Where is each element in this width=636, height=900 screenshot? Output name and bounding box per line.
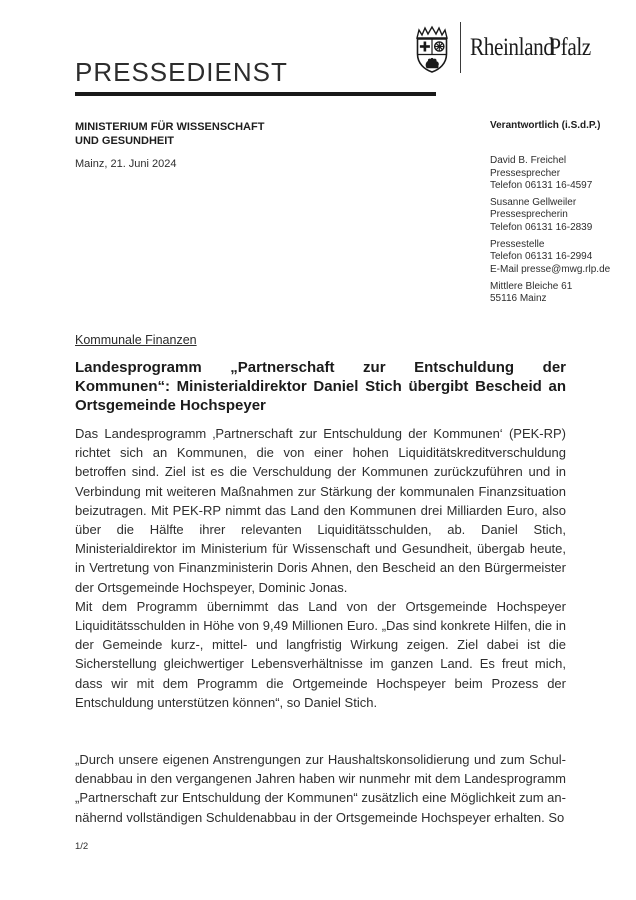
ministry-name-line1: MINISTERIUM FÜR WISSENSCHAFT <box>75 121 265 133</box>
address-city: 55116 Mainz <box>490 293 547 305</box>
contact-group-spokesman <box>490 155 630 192</box>
article-paragraph-3: „Durch unsere eigenen Anstrengungen zur Haushaltskonsolidierung und zum Schuldenabbau in den vergangenen Jahren haben wir nunmehr mit dem Landesprogramm „Partnerschaft zur Entschuldung der Kommunen“ zusätzlich eine Möglichkeit zum annähernd vollständigen Schuldenabbau in der Ortsgemeinde Hochspeyer erhalten. So <box>75 752 566 825</box>
article-headline: Landesprogramm „Partnerschaft zur Entschuldung der Kommunen“: Ministerialdirektor Daniel Stich übergibt Bescheid an Ortsgemeinde Hochspeyer <box>75 359 566 414</box>
ministry-name <box>75 121 264 148</box>
page-number-indicator: 1/2 <box>75 841 89 852</box>
article <box>75 333 566 827</box>
article-paragraph-2: Mit dem Programm übernimmt das Land von der Ortsgemeinde Hochspeyer Liquiditätsschulden in Höhe von 9,49 Millionen Euro. „Das sind konkrete Hilfen, die in der Gemeinde kurz-, mittel- und langfristig Wirkung zeigen. Ziel dabei ist die Sicherstellung gleichwertiger Lebensverhältnisse im ganzen Land. Es freut mich, dass wir mit dem Programm die Ortgemeinde Hochspeyer beim Prozess der Entschuldung unterstützen können“, so Daniel Stich. <box>75 598 566 710</box>
contact-email: E-Mail presse@mwg.rlp.de <box>490 263 611 275</box>
ministry-name-line2: UND GESUNDHEIT <box>75 134 175 147</box>
contact-group-address <box>490 281 630 306</box>
contact-group-spokeswoman <box>490 197 630 234</box>
masthead-title: PRESSEDIENST <box>75 57 288 87</box>
contact-name: Pressestelle <box>490 239 545 251</box>
rheinland-pfalz-coat-of-arms-icon <box>413 25 451 74</box>
article-kicker: Kommunale Finanzen <box>75 333 197 347</box>
responsible-label: Verantwortlich (i.S.d.P.) <box>490 120 601 131</box>
brand-logo <box>413 22 612 74</box>
dateline: Mainz, 21. Juni 2024 <box>75 158 177 170</box>
article-paragraph-1: Das Landesprogramm ‚Partnerschaft zur Entschuldung der Kommunen‘ (PEK-RP) richtet sich an Kommunen, die von einer hohen Liquiditätskreditverschuldung betroffen sind. Ziel ist es die Verschuldung der Kommunen zurückzuführen und in Verbindung mit weiteren Maßnahmen zur Stärkung der kommunalen Finanzsituation beizutragen. Mit PEK-RP nimmt das Land den Kommunen drei Milliarden Euro, also über die Hälfte ihrer relevanten Liquiditätsschulden, ab. Daniel Stich, Ministerialdirektor im Ministerium für Wissenschaft und Gesundheit, übergab heute, in Vertretung von Finanzministerin Doris Ahnen, den Bescheid an den Bürgermeister der Ortsgemeinde Hochspeyer, Dominic Jonas. <box>75 426 566 595</box>
contact-phone: Telefon 06131 16-4597 <box>490 179 593 191</box>
brand-divider <box>460 22 461 73</box>
contact-phone: Telefon 06131 16-2994 <box>490 251 593 263</box>
brand-wordmark-pfalz: Pfalz <box>549 34 591 61</box>
contact-role: Pressesprecherin <box>490 209 568 221</box>
contacts-column <box>490 120 630 311</box>
brand-wordmark-rheinland: Rheinland <box>469 34 554 61</box>
contact-group-press-office <box>490 239 630 276</box>
contact-role: Pressesprecher <box>490 167 561 179</box>
brand-wordmark <box>470 22 591 73</box>
article-body <box>75 424 566 827</box>
contact-name: David B. Freichel <box>490 155 567 167</box>
contact-name: Susanne Gellweiler <box>490 197 577 209</box>
address-street: Mittlere Bleiche 61 <box>490 280 573 292</box>
masthead-rule <box>75 92 436 96</box>
contact-phone: Telefon 06131 16-2839 <box>490 221 593 233</box>
